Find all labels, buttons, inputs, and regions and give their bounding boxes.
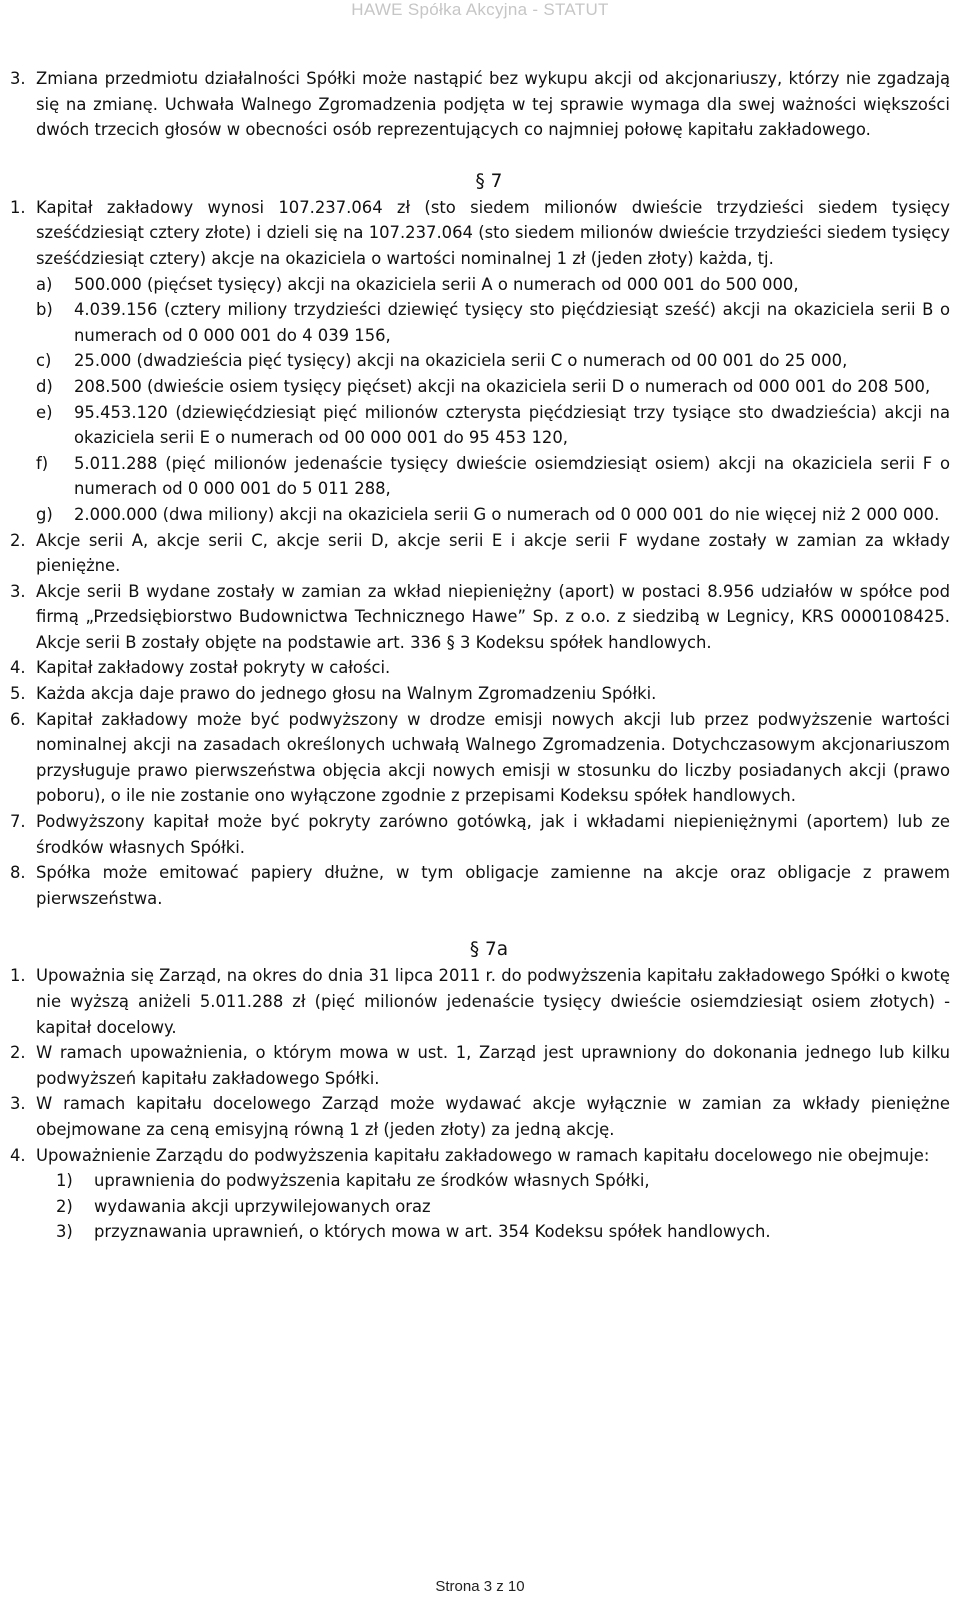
item-number: 4. [10, 1145, 26, 1165]
subitem-text: 2.000.000 (dwa miliony) akcji na okaziciela serii G o numerach od 0 000 001 do nie więcej niż 2 000 000. [74, 504, 940, 524]
item-number: 7. [10, 812, 26, 832]
document-body [10, 66, 950, 1245]
subitem-label: c) [36, 351, 52, 371]
item-text: W ramach upoważnienia, o którym mowa w ust. 1, Zarząd jest uprawniony do dokonania jednego lub kilku podwyższeń kapitału zakładowego Spółki. [36, 1043, 950, 1088]
subitem-text: przyznawania uprawnień, o których mowa w art. 354 Kodeksu spółek handlowych. [94, 1222, 771, 1242]
subitem-label: d) [36, 376, 53, 396]
s7-subitem-d [36, 374, 950, 400]
s7a-item-1 [10, 963, 950, 1040]
item-text: Akcje serii B wydane zostały w zamian za wkład niepieniężny (aport) w postaci 8.956 udziałów w spółce pod firmą „Przedsiębiorstwo Budownictwa Technicznego Hawe” Sp. z o.o. z siedzibą w Legnicy, KRS 0000108425. Akcje serii B zostały objęte na podstawie art. 336 § 3 Kodeksu spółek handlowych. [36, 581, 950, 652]
item-number: 2. [10, 1043, 26, 1063]
s7a-item-3 [10, 1091, 950, 1142]
item-text: Upoważnia się Zarząd, na okres do dnia 31 lipca 2011 r. do podwyższenia kapitału zakładowego Spółki o kwotę nie wyższą aniżeli 5.011.288 zł (pięć milionów jedenaście tysięcy dwieście osiemdziesiąt osiem złotych) - kapitał docelowy. [36, 966, 950, 1037]
s7-subitem-g [36, 502, 950, 528]
item-number: 6. [10, 709, 26, 729]
s7-subitem-f [36, 451, 950, 502]
item-text: W ramach kapitału docelowego Zarząd może wydawać akcje wyłącznie w zamian za wkłady pieniężne obejmowane za ceną emisyjną równą 1 zł (jeden złoty) za jedną akcję. [36, 1094, 950, 1139]
s7-item-7 [10, 809, 950, 860]
subitem-label: 3) [56, 1222, 73, 1242]
paragraph-3-top [10, 66, 950, 143]
item-number: 3. [10, 1094, 26, 1114]
item-text: Podwyższony kapitał może być pokryty zarówno gotówką, jak i wkładami niepieniężnymi (aportem) lub ze środków własnych Spółki. [36, 812, 950, 857]
item-number: 4. [10, 658, 26, 678]
item-text: Upoważnienie Zarządu do podwyższenia kapitału zakładowego w ramach kapitału docelowego nie obejmuje: [36, 1145, 930, 1165]
s7-subitem-a [36, 272, 950, 298]
s7-item-1 [10, 195, 950, 272]
subitem-label: g) [36, 504, 53, 524]
page-header: HAWE Spółka Akcyjna - STATUT [351, 0, 609, 19]
subitem-label: b) [36, 300, 53, 320]
subitem-text: 208.500 (dwieście osiem tysięcy pięćset) akcji na okaziciela serii D o numerach od 000 001 do 208 500, [74, 376, 931, 396]
item-number: 1. [10, 197, 26, 217]
item-text: Kapitał zakładowy może być podwyższony w drodze emisji nowych akcji lub przez podwyższenie wartości nominalnej akcji na zasadach określonych uchwałą Walnego Zgromadzenia. Dotychczasowym akcjonariuszom przysługuje prawo pierwszeństwa objęcia akcji nowych emisji w stosunku do liczby posiadanych akcji (prawo poboru), o ile nie zostanie ono wyłączone zgodnie z przepisami Kodeksu spółek handlowych. [36, 709, 950, 806]
s7-item-6 [10, 707, 950, 809]
subitem-label: a) [36, 274, 53, 294]
item-number: 8. [10, 863, 26, 883]
subitem-text: 95.453.120 (dziewięćdziesiąt pięć milionów czterysta pięćdziesiąt trzy tysiące sto dwadzieścia) akcji na okaziciela serii E o numerach od 00 000 001 do 95 453 120, [74, 402, 950, 448]
subitem-label: 1) [56, 1171, 73, 1191]
item-number: 5. [10, 684, 26, 704]
subitem-label: f) [36, 453, 49, 473]
section-7a-heading: § 7a [469, 939, 509, 961]
subitem-text: 4.039.156 (cztery miliony trzydzieści dziewięć tysięcy sto pięćdziesiąt sześć) akcji na okaziciela serii B o numerach od 0 000 001 do 4 039 156, [74, 300, 950, 345]
item-text: Zmiana przedmiotu działalności Spółki może nastąpić bez wykupu akcji od akcjonariuszy, którzy nie zgadzają się na zmianę. Uchwała Walnego Zgromadzenia podjęta w tej sprawie wymaga dla swej ważności większości dwóch trzecich głosów w obecności osób reprezentujących co najmniej połowę kapitału zakładowego. [36, 69, 950, 140]
page-footer: Strona 3 z 10 [435, 1578, 525, 1595]
s7a-item-4 [10, 1143, 950, 1169]
s7-item-2 [10, 528, 950, 579]
s7a-item-2 [10, 1040, 950, 1091]
item-number: 1. [10, 966, 26, 986]
subitem-text: uprawnienia do podwyższenia kapitału ze środków własnych Spółki, [94, 1171, 650, 1191]
s7-subitem-b [36, 297, 950, 348]
item-number: 3. [10, 69, 26, 88]
subitem-label: 2) [56, 1196, 73, 1216]
s7-item-8 [10, 860, 950, 911]
s7-subitem-e [36, 400, 950, 451]
item-text: Każda akcja daje prawo do jednego głosu na Walnym Zgromadzeniu Spółki. [36, 684, 657, 704]
item-number: 2. [10, 530, 26, 550]
section-7-heading: § 7 [475, 170, 503, 192]
subitem-text: 5.011.288 (pięć milionów jedenaście tysięcy dwieście osiemdziesiąt osiem) akcji na okaziciela serii F o numerach od 0 000 001 do 5 011 288, [74, 453, 950, 499]
item-text: Spółka może emitować papiery dłużne, w tym obligacje zamienne na akcje oraz obligacje z prawem pierwszeństwa. [36, 863, 950, 908]
s7a-subitem-3 [56, 1219, 950, 1245]
subitem-text: 25.000 (dwadzieścia pięć tysięcy) akcji na okaziciela serii C o numerach od 00 001 do 25 000, [74, 351, 848, 371]
s7-item-3 [10, 579, 950, 656]
subitem-text: wydawania akcji uprzywilejowanych oraz [94, 1196, 431, 1216]
s7a-subitem-2 [56, 1194, 950, 1220]
item-text: Akcje serii A, akcje serii C, akcje serii D, akcje serii E i akcje serii F wydane zostały w zamian za wkłady pieniężne. [36, 530, 950, 576]
item-text: Kapitał zakładowy został pokryty w całości. [36, 658, 391, 678]
s7-item-5 [10, 681, 950, 707]
item-number: 3. [10, 581, 26, 601]
subitem-text: 500.000 (pięćset tysięcy) akcji na okaziciela serii A o numerach od 000 001 do 500 000, [74, 274, 799, 294]
item-text: Kapitał zakładowy wynosi 107.237.064 zł (sto siedem milionów dwieście trzydzieści siedem tysięcy sześćdziesiąt cztery złote) i dzieli się na 107.237.064 (sto siedem milionów dwieście trzydzieści siedem tysięcy sześćdziesiąt cztery) akcje na okaziciela o wartości nominalnej 1 zł (jeden złoty) każda, tj. [36, 197, 950, 268]
s7-subitem-c [36, 348, 950, 374]
subitem-label: e) [36, 402, 53, 422]
s7-item-4 [10, 655, 950, 681]
s7a-subitem-1 [56, 1168, 950, 1194]
